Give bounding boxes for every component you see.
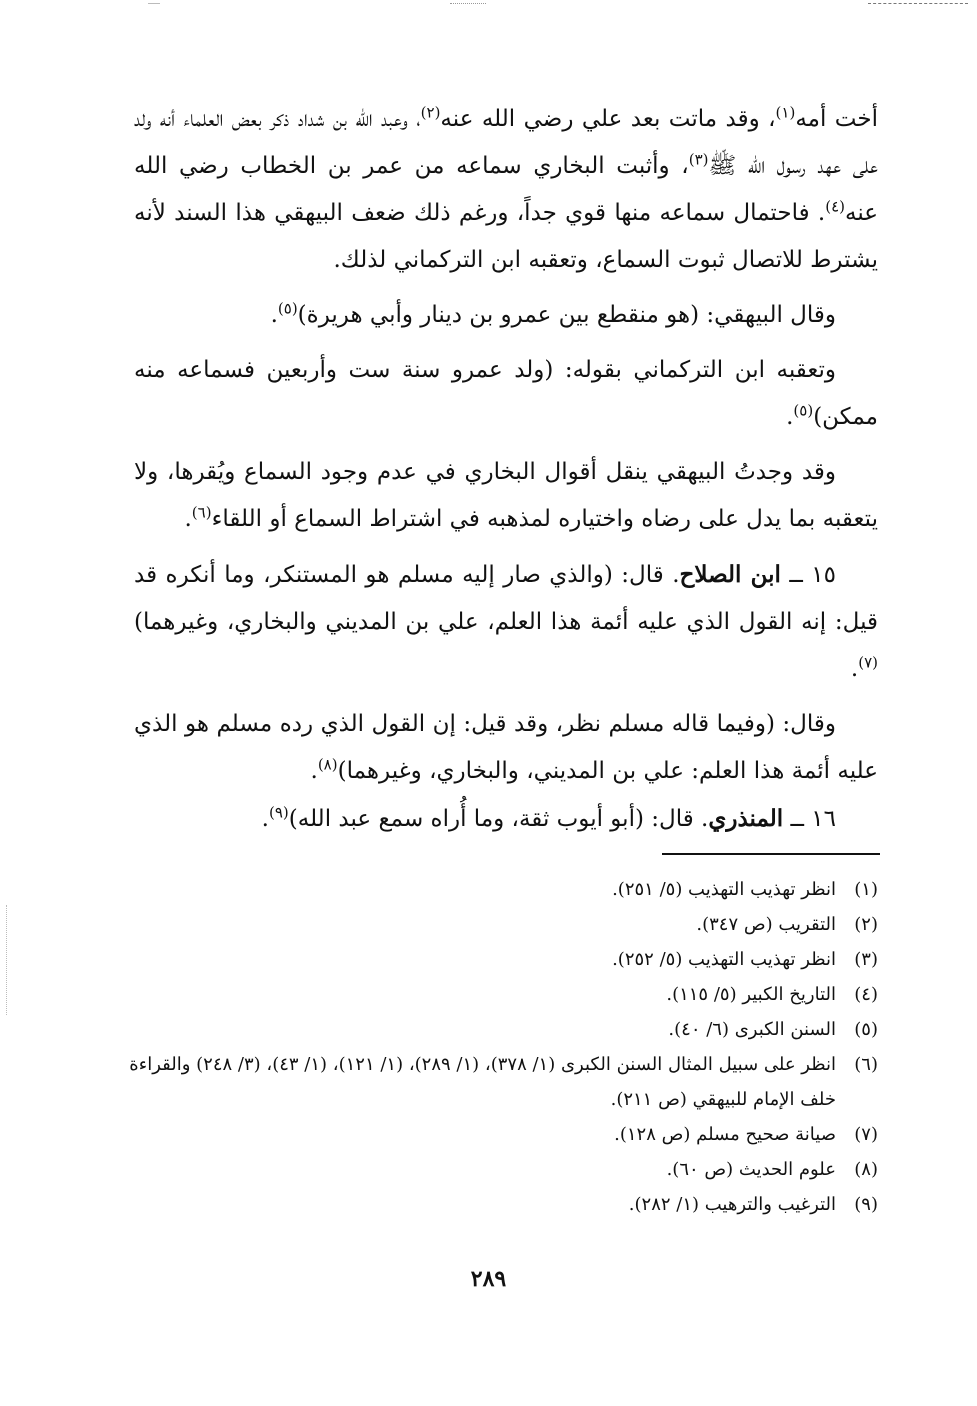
footnote-text: انظر تهذيب التهذيب (٥/ ٢٥٢). — [612, 949, 836, 970]
scholar-name: ابن الصلاح — [679, 561, 781, 588]
footnote-text: الترغيب والترهيب (١/ ٢٨٢). — [628, 1194, 836, 1215]
footnote-number: (٧) — [854, 1124, 878, 1145]
text-run: . فاحتمال سماعه منها قوي جداً، ورغم ذلك ضعف البيهقي هذا السند لأنه يشترط للاتصال ثبوت السماع، وتعقبه ابن التركماني لذلك. — [134, 200, 878, 273]
paragraph-3 — [134, 347, 878, 441]
text-run: ، وقد ماتت بعد علي رضي الله عنه — [440, 106, 776, 132]
scan-edge-mark — [6, 905, 7, 1015]
footnote-ref: (٢) — [420, 103, 441, 122]
text-run: أخت أمه — [795, 106, 878, 132]
text-run: . — [786, 404, 794, 430]
footnote-number: (٨) — [854, 1159, 878, 1180]
text-run: ١٥ ــ — [780, 562, 836, 588]
footnote-number: (٦) — [854, 1054, 878, 1075]
text-run: . — [261, 806, 269, 832]
text-run: . قال: (أبو أيوب ثقة، وما أُراه سمع عبد الله) — [288, 806, 709, 832]
text-run: . قال: (والذي صار إليه مسلم هو المستنكر، وما أنكره قد قيل: إنه القول الذي عليه أئمة هذا العلم، علي بن المديني والبخاري، وغيرهما) — [134, 562, 878, 635]
footnote-text: السنن الكبرى (٦/ ٤٠). — [668, 1019, 836, 1040]
page-number: ٢٨٩ — [470, 1266, 507, 1292]
text-run: ١٦ ــ — [783, 806, 836, 832]
footnote-ref: (٥) — [793, 401, 814, 420]
text-run: . — [184, 506, 192, 532]
text-run: ، وعبد الله بن شداد ذكر بعض العلماء أنه ولد على عهد رسول الله ﷺ — [134, 106, 878, 179]
paragraph-2 — [134, 292, 878, 339]
footnote-item — [110, 1012, 878, 1047]
footnote-item — [110, 942, 878, 977]
footnote-separator — [662, 853, 880, 855]
footnote-text: صيانة صحيح مسلم (ص ١٢٨). — [614, 1124, 836, 1145]
footnote-item — [110, 907, 878, 942]
main-text — [134, 96, 878, 843]
footnote-ref: (٦) — [191, 503, 212, 522]
text-run: . — [270, 302, 278, 328]
text-run: وقد وجدتُ البيهقي ينقل أقوال البخاري في عدم وجود السماع ويُقرها، ولا يتعقبه بما يدل على رضاه واختياره لمذهبه في اشتراط السماع أو اللقاء — [134, 459, 878, 532]
text-run: وتعقبه ابن التركماني بقوله: (ولد عمرو سنة ست وأربعين فسماعه منه ممكن) — [134, 357, 878, 430]
scholar-name: المنذري — [708, 805, 784, 832]
footnote-item — [110, 1117, 878, 1152]
footnote-number: (١) — [854, 879, 878, 900]
text-run: وقال البيهقي: (هو منقطع بين عمرو بن دينار وأبي هريرة) — [297, 302, 836, 328]
footnote-ref: (٧) — [858, 653, 878, 672]
footnote-number: (٢) — [854, 914, 878, 935]
footnote-item — [110, 1187, 878, 1222]
footnote-text: انظر على سبيل المثال السنن الكبرى (١/ ٣٧٨)، (١/ ٢٨٩)، (١/ ١٢١)، (١/ ٤٣)، (٣/ ٢٤٨) والقراءة خلف الإمام للبيهقي (ص ٢١١). — [129, 1054, 836, 1110]
text-run: . — [310, 758, 318, 784]
footnote-text: التاريخ الكبير (٥/ ١١٥). — [666, 984, 836, 1005]
footnote-number: (٣) — [854, 949, 878, 970]
paragraph-5 — [134, 551, 878, 693]
footnote-ref: (٥) — [277, 299, 298, 318]
footnote-ref: (٨) — [317, 755, 338, 774]
footnote-number: (٩) — [854, 1194, 878, 1215]
paragraph-4 — [134, 449, 878, 543]
footnote-ref: (٣) — [688, 150, 709, 169]
footnote-item — [110, 1047, 878, 1117]
scan-top-edge — [0, 0, 977, 10]
footnote-text: انظر تهذيب التهذيب (٥/ ٢٥١). — [612, 879, 836, 900]
footnote-ref: (٤) — [825, 197, 845, 216]
paragraph-6 — [134, 701, 878, 795]
text-run: وقال: (وفيما قاله مسلم نظر، وقد قيل: إن القول الذي رده مسلم هو الذي عليه أئمة هذا العلم: علي بن المديني، والبخاري، وغيرهما) — [134, 711, 878, 784]
footnote-text: علوم الحديث (ص ٦٠). — [666, 1159, 836, 1180]
footnote-text: التقريب (ص ٣٤٧). — [696, 914, 836, 935]
paragraph-1 — [134, 96, 878, 284]
footnote-ref: (٩) — [268, 803, 289, 822]
text-run: . — [850, 656, 859, 682]
footnote-item — [110, 872, 878, 907]
footnote-number: (٥) — [854, 1019, 878, 1040]
footnotes-list — [110, 872, 878, 1222]
footnote-item — [110, 977, 878, 1012]
footnote-item — [110, 1152, 878, 1187]
footnote-number: (٤) — [854, 984, 878, 1005]
footnote-ref: (١) — [775, 103, 796, 122]
text-run: ، وأثبت البخاري سماعه من عمر بن الخطاب رضي الله عنه — [134, 153, 878, 226]
paragraph-7 — [134, 795, 878, 843]
